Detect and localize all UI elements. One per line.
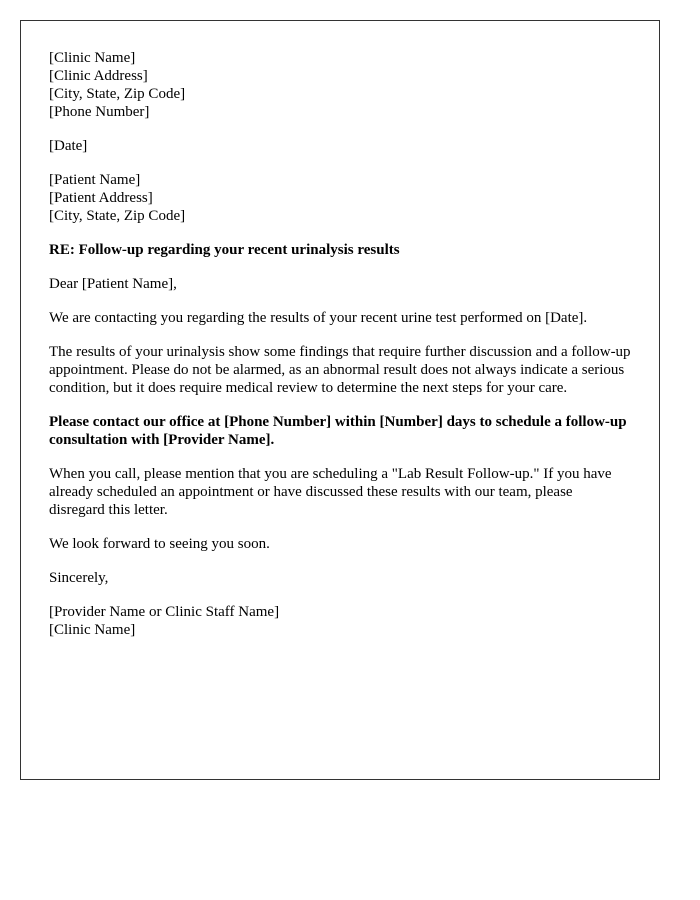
patient-address: [Patient Address]: [49, 190, 153, 206]
closing: Sincerely,: [49, 570, 109, 586]
clinic-phone: [Phone Number]: [49, 104, 150, 120]
body-paragraph-2: The results of your urinalysis show some findings that require further discussion and a follow-up appointment. Please do not be alarmed, as an abnormal result does not always indicate a serious condition, but it does require medical review to determine the next steps for your care.: [49, 344, 631, 396]
patient-city-state-zip: [City, State, Zip Code]: [49, 208, 186, 224]
patient-name: [Patient Name]: [49, 172, 141, 188]
letter-date: [Date]: [49, 138, 88, 154]
clinic-city-state-zip: [City, State, Zip Code]: [49, 86, 186, 102]
subject-line: RE: Follow-up regarding your recent urinalysis results: [49, 242, 400, 258]
body-paragraph-4: When you call, please mention that you are scheduling a "Lab Result Follow-up." If you have already scheduled an appointment or have discussed these results with our team, please disregard this letter.: [49, 466, 612, 518]
letter-page: [20, 20, 660, 780]
body-paragraph-5: We look forward to seeing you soon.: [49, 536, 270, 552]
body-paragraph-3-call-to-action: Please contact our office at [Phone Number] within [Number] days to schedule a follow-up consultation with [Provider Name].: [49, 414, 627, 448]
clinic-address: [Clinic Address]: [49, 68, 148, 84]
signature-clinic: [Clinic Name]: [49, 622, 136, 638]
signature-name: [Provider Name or Clinic Staff Name]: [49, 604, 280, 620]
body-paragraph-1: We are contacting you regarding the results of your recent urine test performed on [Date].: [49, 310, 588, 326]
salutation: Dear [Patient Name],: [49, 276, 177, 292]
clinic-header: [49, 49, 631, 121]
recipient-address: [49, 171, 631, 225]
signature-block: [49, 603, 631, 639]
clinic-name: [Clinic Name]: [49, 50, 136, 66]
